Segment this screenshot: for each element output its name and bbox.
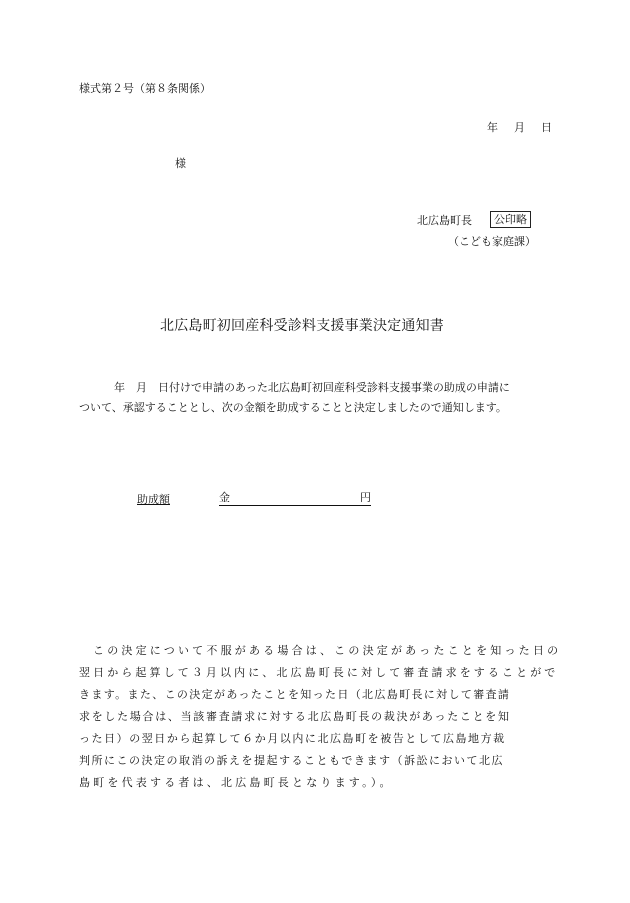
intro-paragraph (79, 378, 549, 418)
form-number: 様式第２号（第８条関係） (79, 82, 211, 95)
issuer-name: 北広島町長 (417, 213, 472, 227)
notice-line: 求をした場合は、当該審査請求に対する北広島町長の裁決があったことを知 (79, 710, 511, 723)
intro-line: ついて、承認することとし、次の金額を助成することと決定しましたので通知します。 (79, 401, 507, 414)
date-day-label: 日 (541, 121, 552, 134)
notice-line: 判所にこの決定の取消の訴えを提起することもできます（訴訟において北広 (79, 754, 504, 767)
seal-omitted-box: 公印略 (490, 211, 531, 228)
date-year-label: 年 (487, 121, 498, 134)
issuer-line (417, 211, 531, 228)
amount-prefix: 金 (219, 491, 230, 504)
notice-line: った日）の翌日から起算して６か月以内に北広島町を被告として広島地方裁 (79, 732, 506, 745)
document-title: 北広島町初回産科受診料支援事業決定通知書 (160, 318, 444, 334)
appeal-notice (79, 640, 562, 794)
recipient-honorific: 様 (175, 157, 186, 170)
amount-suffix: 円 (360, 491, 371, 504)
notice-line: きます。また、この決定があったことを知った日（北広島町長に対して審査請 (79, 688, 511, 701)
issuer-department: （こども家庭課） (448, 235, 536, 248)
amount-field (219, 491, 371, 506)
amount-label: 助成額 (137, 493, 170, 506)
notice-line: この決定について不服がある場合は、この決定があったことを知った日の (93, 644, 562, 657)
date-line (487, 119, 552, 135)
date-month-label: 月 (514, 121, 525, 134)
notice-line: 翌日から起算して３月以内に、北広島町長に対して審査請求をすることがで (79, 666, 559, 679)
notice-line: 島町を代表する者は、北広島町長となります。）。 (79, 776, 394, 789)
intro-line: 年 月 日付けで申請のあった北広島町初回産科受診料支援事業の助成の申請に (114, 381, 510, 394)
